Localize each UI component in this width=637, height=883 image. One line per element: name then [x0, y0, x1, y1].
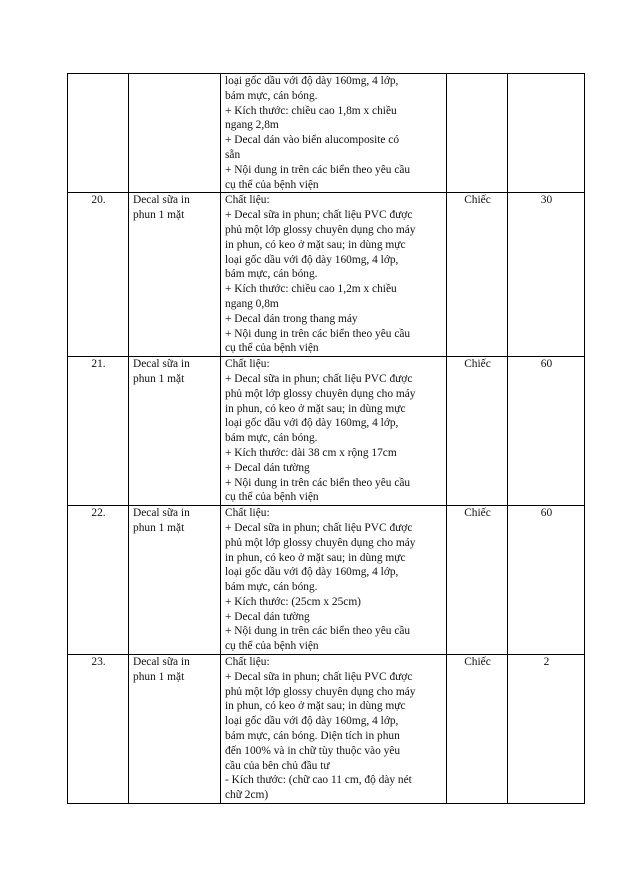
item-unit — [447, 74, 508, 193]
table-row — [68, 506, 585, 655]
description-line: + Decal dán vào biển alucomposite có — [225, 134, 400, 147]
description-line: in phun, có keo ở mặt sau; in dùng mực — [225, 700, 406, 713]
item-description — [221, 193, 447, 357]
description-line: ngang 2,8m — [225, 119, 279, 132]
item-name — [129, 193, 221, 357]
item-name — [129, 506, 221, 655]
description-line: cụ thể của bệnh viện — [225, 178, 319, 191]
description-line: bám mực, cán bóng. Diện tích in phun — [225, 730, 400, 743]
row-number: 20. — [68, 193, 129, 357]
description-line: Chất liệu: — [225, 194, 270, 207]
table-row — [68, 655, 585, 804]
item-unit: Chiếc — [447, 357, 508, 506]
description-line: phủ một lớp glossy chuyên dụng cho máy — [225, 685, 416, 698]
item-name — [129, 655, 221, 804]
item-unit: Chiếc — [447, 506, 508, 655]
table-row — [68, 193, 585, 357]
description-line: cụ thể của bệnh viện — [225, 640, 319, 653]
spec-table — [67, 73, 585, 804]
description-line: bám mực, cán bóng. — [225, 432, 318, 445]
description-line: Chất liệu: — [225, 507, 270, 520]
item-description — [221, 357, 447, 506]
item-unit: Chiếc — [447, 193, 508, 357]
description-line: phủ một lớp glossy chuyên dụng cho máy — [225, 223, 416, 236]
description-line: + Nội dung in trên các biển theo yêu cầu — [225, 476, 411, 489]
description-line: in phun, có keo ở mặt sau; in dùng mực — [225, 238, 406, 251]
description-line: ngang 0,8m — [225, 297, 279, 310]
item-quantity: 2 — [508, 655, 585, 804]
description-line: chữ 2cm) — [225, 789, 269, 802]
description-line: bám mực, cán bóng. — [225, 581, 318, 594]
description-line: + Decal sữa in phun; chất liệu PVC được — [225, 209, 413, 222]
description-line: loại gốc dầu với độ dày 160mg, 4 lớp, — [225, 715, 399, 728]
item-quantity — [508, 74, 585, 193]
item-name-line: phun 1 mặt — [133, 521, 185, 534]
row-number: 22. — [68, 506, 129, 655]
item-name — [129, 357, 221, 506]
description-line: + Kích thước: chiều cao 1,8m x chiều — [225, 104, 397, 117]
item-name-line: phun 1 mặt — [133, 372, 185, 385]
item-description — [221, 655, 447, 804]
item-description — [221, 506, 447, 655]
description-line: + Decal dán tường — [225, 461, 310, 474]
description-line: cụ thể của bệnh viện — [225, 491, 319, 504]
item-name-line: Decal sữa in — [133, 507, 190, 520]
description-line: + Nội dung in trên các biển theo yêu cầu — [225, 327, 411, 340]
item-description — [221, 74, 447, 193]
description-line: loại gốc dầu với độ dày 160mg, 4 lớp, — [225, 75, 399, 87]
item-name-line: Decal sữa in — [133, 194, 190, 207]
description-line: in phun, có keo ở mặt sau; in dùng mực — [225, 402, 406, 415]
item-quantity: 60 — [508, 506, 585, 655]
description-line: phủ một lớp glossy chuyên dụng cho máy — [225, 536, 416, 549]
item-name-line: Decal sữa in — [133, 358, 190, 371]
description-line: + Decal sữa in phun; chất liệu PVC được — [225, 372, 413, 385]
description-line: bám mực, cán bóng. — [225, 268, 318, 281]
row-number: 21. — [68, 357, 129, 506]
item-name-line: phun 1 mặt — [133, 670, 185, 683]
description-line: Chất liệu: — [225, 656, 270, 669]
spec-table-body — [68, 74, 585, 804]
item-quantity: 60 — [508, 357, 585, 506]
table-row — [68, 357, 585, 506]
description-line: + Nội dung in trên các biển theo yêu cầu — [225, 625, 411, 638]
description-line: phủ một lớp glossy chuyên dụng cho máy — [225, 387, 416, 400]
item-unit: Chiếc — [447, 655, 508, 804]
description-line: - Kích thước: (chữ cao 11 cm, độ dày nét — [225, 774, 412, 787]
item-name-line: phun 1 mặt — [133, 209, 185, 222]
description-line: + Kích thước: dài 38 cm x rộng 17cm — [225, 446, 397, 459]
description-line: + Decal sữa in phun; chất liệu PVC được — [225, 521, 413, 534]
description-line: + Decal dán tường — [225, 610, 310, 623]
description-line: loại gốc dầu với độ dày 160mg, 4 lớp, — [225, 253, 399, 266]
description-line: sẵn — [225, 148, 241, 161]
item-quantity: 30 — [508, 193, 585, 357]
description-line: + Decal dán trong thang máy — [225, 312, 358, 325]
description-line: loại gốc dầu với độ dày 160mg, 4 lớp, — [225, 417, 399, 430]
description-line: đến 100% và in chữ tùy thuộc vào yêu — [225, 744, 401, 757]
description-line: bám mực, cán bóng. — [225, 89, 318, 102]
item-name-line: Decal sữa in — [133, 656, 190, 669]
description-line: + Kích thước: (25cm x 25cm) — [225, 595, 361, 608]
row-number — [68, 74, 129, 193]
table-row — [68, 74, 585, 193]
description-line: + Kích thước: chiều cao 1,2m x chiều — [225, 283, 397, 296]
description-line: cụ thể của bệnh viện — [225, 342, 319, 355]
description-line: + Decal sữa in phun; chất liệu PVC được — [225, 670, 413, 683]
description-line: in phun, có keo ở mặt sau; in dùng mực — [225, 551, 406, 564]
row-number: 23. — [68, 655, 129, 804]
description-line: Chất liệu: — [225, 358, 270, 371]
description-line: cầu của bên chủ đầu tư — [225, 759, 330, 772]
description-line: + Nội dung in trên các biển theo yêu cầu — [225, 163, 411, 176]
description-line: loại gốc dầu với độ dày 160mg, 4 lớp, — [225, 566, 399, 579]
item-name — [129, 74, 221, 193]
